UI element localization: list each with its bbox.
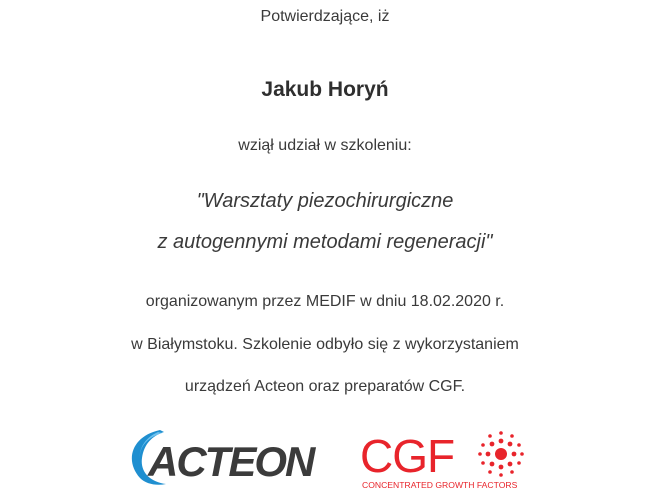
- participation-text: wziął udział w szkoleniu:: [238, 137, 412, 154]
- body-text-line-2: w Białymstoku. Szkolenie odbyło się z wykorzystaniem: [131, 336, 519, 353]
- acteon-logo-text: ACTEON: [148, 438, 314, 485]
- cgf-burst-icon: [478, 431, 524, 477]
- body-text-line-1: organizowanym przez MEDIF w dniu 18.02.2020 r.: [145, 293, 505, 310]
- acteon-logo: [122, 426, 332, 490]
- cgf-subtitle-text: CONCENTRATED GROWTH FACTORS: [362, 480, 518, 490]
- cgf-logo-text: CGF: [360, 430, 455, 482]
- participant-name: Jakub Horyń: [261, 78, 389, 101]
- course-title-line-2: z autogennymi metodami regeneracji": [157, 231, 493, 253]
- body-text-line-3: urządzeń Acteon oraz preparatów CGF.: [184, 378, 466, 395]
- cgf-logo: [356, 428, 526, 494]
- intro-text: Potwierdzające, iż: [260, 8, 390, 25]
- course-title-line-1: "Warsztaty piezochirurgiczne: [196, 190, 454, 212]
